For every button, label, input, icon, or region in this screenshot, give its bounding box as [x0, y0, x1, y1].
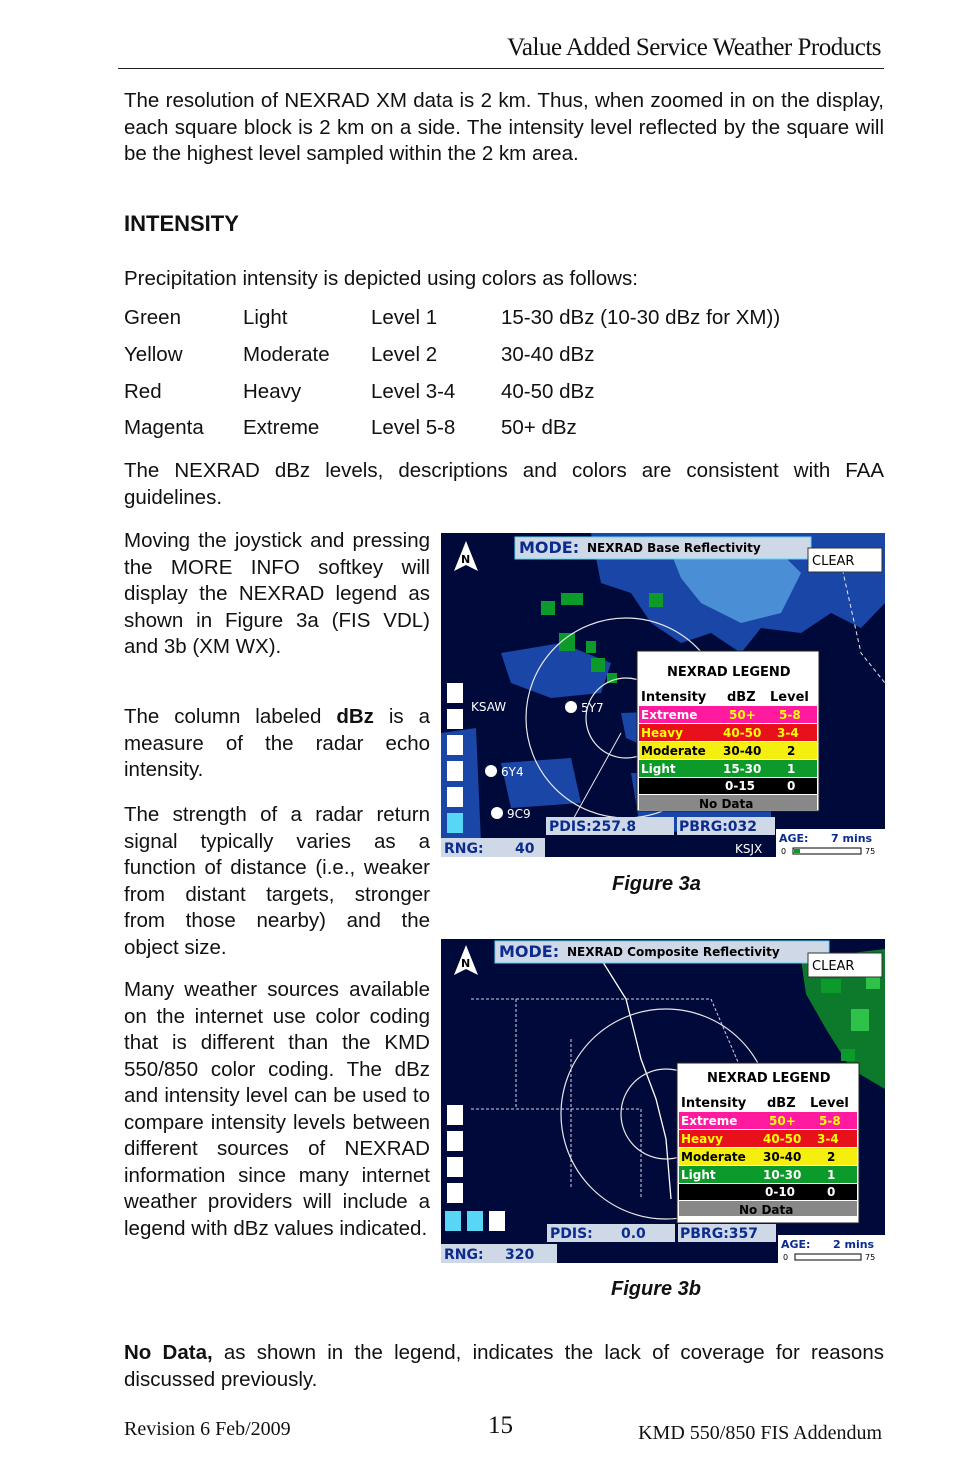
legend-row-name: Light	[641, 762, 676, 776]
footer-document-title: KMD 550/850 FIS Addendum	[638, 1422, 882, 1444]
rng-value: 320	[505, 1247, 535, 1263]
color-cell: Yellow	[124, 343, 183, 367]
intensity-table	[124, 300, 780, 447]
age-scale-max: 75	[865, 847, 876, 856]
svg-text:N: N	[461, 553, 471, 566]
legend-row-dbz: 40-50	[763, 1132, 802, 1146]
table-row	[124, 300, 780, 337]
legend-row-level: 5-8	[819, 1114, 841, 1128]
rng-label: RNG:	[444, 1247, 484, 1263]
airport-label: KSJX	[735, 842, 763, 856]
pdis-readout: PDIS:257.8	[549, 819, 637, 835]
clear-label: CLEAR	[812, 554, 855, 569]
airport-label: KSAW	[471, 700, 507, 714]
legend-row-level: 1	[827, 1168, 836, 1182]
age-value: 7 mins	[831, 832, 873, 845]
side-paragraph-internet: Many weather sources available on the internet use color coding that is different than the KMD 550/850 color coding. The dBz and intensity level can be used to compare intensity levels between different sources of NEXRAD information since many internet weather providers will include a legend with dBz values indicated.	[124, 978, 430, 1240]
age-fill	[794, 849, 800, 853]
legend-row-dbz: 30-40	[723, 744, 762, 758]
dbz-cell: 50+ dBz	[501, 416, 577, 440]
desc-cell: Heavy	[243, 379, 302, 403]
legend-row-dbz: 0-15	[725, 779, 756, 793]
legend-row-level: 0	[827, 1185, 836, 1199]
no-data-paragraph	[124, 1340, 884, 1393]
legend-row-name: Moderate	[681, 1150, 746, 1164]
legend-row-level: 0	[787, 779, 796, 793]
pbrg-readout: PBRG:032	[679, 819, 758, 835]
running-header-title: Value Added Service Weather Products	[507, 34, 881, 61]
color-cell: Magenta	[124, 416, 204, 440]
age-label: AGE:	[781, 1238, 811, 1251]
legend-row-dbz: 30-40	[763, 1150, 802, 1164]
mode-label: MODE:	[499, 942, 560, 961]
no-data-term: No Data,	[124, 1341, 213, 1364]
table-row	[124, 337, 780, 374]
color-cell: Red	[124, 379, 162, 403]
dbz-cell: 40-50 dBz	[501, 379, 595, 403]
legend-header: dBZ	[727, 690, 756, 705]
figure-3a-svg	[441, 533, 885, 857]
rng-label: RNG:	[444, 841, 484, 857]
legend-row-level: 2	[827, 1150, 836, 1164]
legend-row-name: Extreme	[681, 1114, 738, 1128]
age-scale-min: 0	[783, 1253, 789, 1262]
legend-header: Intensity	[681, 1096, 747, 1111]
legend-row-name: Heavy	[681, 1132, 723, 1146]
side-paragraph-joystick: Moving the joystick and pressing the MORE INFO softkey will display the NEXRAD legend as shown in Figure 3a (FIS VDL) and 3b (XM WX).	[124, 529, 430, 658]
figure-3b-caption: Figure 3b	[611, 1278, 702, 1300]
mode-label: MODE:	[519, 538, 580, 557]
legend-row-dbz: 0-10	[765, 1185, 796, 1199]
legend-row-dbz: 10-30	[763, 1168, 802, 1182]
side-paragraph-strength: The strength of a radar return signal typically varies as a function of distance (i.e., weaker from distant targets, stronger from those nearby) and the object size.	[124, 803, 430, 959]
legend-row-name: Extreme	[641, 708, 698, 722]
desc-cell: Extreme	[243, 416, 320, 440]
level-cell: Level 2	[371, 343, 438, 367]
desc-cell: Light	[243, 306, 288, 330]
figure-3b-screen	[441, 939, 885, 1263]
pdis-value: 0.0	[621, 1226, 646, 1242]
page-number: 15	[488, 1412, 513, 1439]
pdis-readout: PDIS:	[550, 1226, 593, 1242]
header-rule	[118, 68, 884, 69]
intensity-lead: Precipitation intensity is depicted using colors as follows:	[124, 267, 638, 290]
airport-label: 9C9	[507, 807, 531, 821]
age-scale-max: 75	[865, 1253, 876, 1262]
mode-value: NEXRAD Composite Reflectivity	[567, 945, 780, 959]
rng-value: 40	[515, 841, 535, 857]
pbrg-readout: PBRG:357	[680, 1226, 759, 1242]
legend-row-level: 1	[787, 762, 796, 776]
color-cell: Green	[124, 306, 181, 330]
legend-title: NEXRAD LEGEND	[707, 1071, 831, 1086]
legend-header: dBZ	[767, 1096, 796, 1111]
age-value: 2 mins	[833, 1238, 875, 1251]
legend-row-name: Heavy	[641, 726, 683, 740]
airport-label: 6Y4	[501, 765, 524, 779]
figure-3a-screen	[441, 533, 885, 857]
dbz-cell: 15-30 dBz (10-30 dBz for XM))	[501, 306, 781, 330]
table-row	[124, 410, 780, 447]
dbz-cell: 30-40 dBz	[501, 343, 595, 367]
airport-label: 5Y7	[581, 701, 604, 715]
legend-row-level: 3-4	[777, 726, 799, 740]
no-data-text: as shown in the legend, indicates the lack of coverage for reasons discussed previously.	[124, 1341, 884, 1391]
legend-row-dbz: 50+	[769, 1114, 796, 1128]
desc-cell: Moderate	[243, 343, 330, 367]
legend-row-dbz: 40-50	[723, 726, 762, 740]
level-cell: Level 1	[371, 306, 438, 330]
svg-text:N: N	[461, 957, 471, 970]
intro-paragraph: The resolution of NEXRAD XM data is 2 km. Thus, when zoomed in on the display, each square block is 2 km on a side. The intensity level reflected by the square will be the highest level sampled within the 2 km area.	[124, 89, 884, 165]
legend-row-name: Moderate	[641, 744, 706, 758]
dbz-pre: The column labeled	[124, 705, 337, 728]
dbz-post: is a measure of the radar echo intensity.	[124, 705, 430, 781]
legend-header: Intensity	[641, 690, 707, 705]
dbz-term: dBz	[336, 705, 374, 728]
faa-note: The NEXRAD dBz levels, descriptions and colors are consistent with FAA guidelines.	[124, 459, 884, 509]
age-label: AGE:	[779, 832, 809, 845]
mode-value: NEXRAD Base Reflectivity	[587, 541, 761, 555]
legend-no-data: No Data	[699, 797, 754, 811]
footer-revision: Revision 6 Feb/2009	[124, 1418, 291, 1440]
legend-row-name: Light	[681, 1168, 716, 1182]
figure-3b-svg	[441, 939, 885, 1263]
legend-header: Level	[770, 690, 809, 705]
level-cell: Level 5-8	[371, 416, 456, 440]
figure-3a-caption: Figure 3a	[612, 873, 701, 895]
side-paragraph-dbz	[124, 704, 430, 784]
legend-title: NEXRAD LEGEND	[667, 665, 791, 680]
age-scale-min: 0	[781, 847, 787, 856]
legend-row-level: 2	[787, 744, 796, 758]
legend-row-level: 5-8	[779, 708, 801, 722]
legend-row-dbz: 50+	[729, 708, 756, 722]
legend-row-level: 3-4	[817, 1132, 839, 1146]
legend-header: Level	[810, 1096, 849, 1111]
clear-label: CLEAR	[812, 959, 855, 974]
level-cell: Level 3-4	[371, 379, 456, 403]
section-heading-intensity: INTENSITY	[124, 211, 239, 236]
table-row	[124, 373, 780, 410]
legend-row-dbz: 15-30	[723, 762, 762, 776]
legend-no-data: No Data	[739, 1203, 794, 1217]
